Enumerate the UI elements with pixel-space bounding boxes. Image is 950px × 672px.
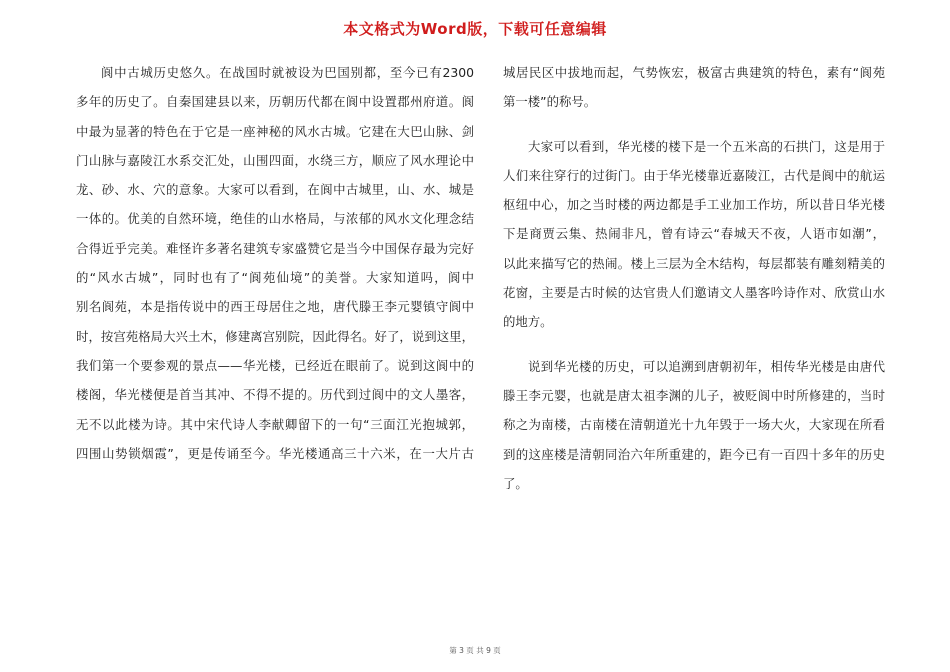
text-line: 说到华光楼的历史，可以追溯到唐朝初年，相传华光楼是由唐代 <box>528 358 885 374</box>
page-number-footer: 第 3 页 共 9 页 <box>449 646 501 655</box>
text-line: 无不以此楼为诗。其中宋代诗人李献卿留下的一句“三面江光抱城郭， <box>76 416 474 432</box>
text-line: 我们第一个要参观的景点——华光楼，已经近在眼前了。说到这阆中的 <box>76 357 474 373</box>
text-line: 了。 <box>503 475 528 491</box>
text-line: 别名阆苑，本是指传说中的西王母居住之地，唐代滕王李元婴镇守阆中 <box>76 299 474 315</box>
text-line: 枢纽中心，加之当时楼的两边都是手工业加工作坊，所以昔日华光楼 <box>503 197 885 213</box>
text-line: 到的这座楼是清朝同治六年所重建的，距今已有一百四十多年的历史 <box>503 446 885 462</box>
text-line: 称之为南楼，古南楼在清朝道光十九年毁于一场大火，大家现在所看 <box>503 417 885 433</box>
text-line: 多年的历史了。自秦国建县以来，历朝历代都在阆中设置郡州府道。阆 <box>76 94 474 110</box>
text-line: 以此来描写它的热闹。楼上三层为全木结构，每层都装有雕刻精美的 <box>503 255 885 271</box>
text-line: 合得近乎完美。难怪许多著名建筑专家盛赞它是当今中国保存最为完好 <box>76 240 474 256</box>
text-line: 滕王李元婴，也就是唐太祖李渊的儿子，被贬阆中时所修建的，当时 <box>503 387 885 403</box>
text-line: 中最为显著的特色在于它是一座神秘的风水古城。它建在大巴山脉、剑 <box>76 123 474 139</box>
text-line: 花窗，主要是古时候的达官贵人们邀请文人墨客吟诗作对、欣赏山水 <box>503 285 885 301</box>
text-line: 时，按宫苑格局大兴土木，修建离宫别院，因此得名。好了，说到这里， <box>76 328 474 344</box>
text-line: 一体的。优美的自然环境，绝佳的山水格局，与浓郁的风水文化理念结 <box>76 211 474 227</box>
text-line: 大家可以看到，华光楼的楼下是一个五米高的石拱门，这是用于 <box>528 138 885 154</box>
text-line: 阆中古城历史悠久。在战国时就被设为巴国别都，至今已有2300 <box>101 65 474 80</box>
text-line: 人们来往穿行的过街门。由于华光楼靠近嘉陵江，古代是阆中的航运 <box>503 167 885 183</box>
text-line: 第一楼”的称号。 <box>503 94 597 110</box>
text-line: 的“风水古城”，同时也有了“阆苑仙境”的美誉。大家知道吗，阆中 <box>76 270 474 286</box>
text-line: 城居民区中拔地而起，气势恢宏，极富古典建筑的特色，素有“阆苑 <box>503 65 885 80</box>
text-line: 龙、砂、水、穴的意象。大家可以看到，在阆中古城里，山、水、城是 <box>76 182 474 198</box>
text-line: 楼阁，华光楼便是首当其冲、不得不提的。历代到过阆中的文人墨客， <box>76 387 474 403</box>
word-format-banner: 本文格式为Word版，下载可任意编辑 <box>343 20 607 38</box>
text-line: 的地方。 <box>503 314 553 330</box>
text-line: 下是商贾云集、热闹非凡，曾有诗云“春城天不夜，人语市如潮”， <box>503 226 885 242</box>
left-column <box>76 58 474 468</box>
text-line: 四围山势锁烟霞”，更是传诵至今。华光楼通高三十六米，在一大片古 <box>76 445 474 461</box>
text-line: 门山脉与嘉陵江水系交汇处，山围四面，水绕三方，顺应了风水理论中 <box>76 152 474 168</box>
right-column <box>503 58 885 498</box>
